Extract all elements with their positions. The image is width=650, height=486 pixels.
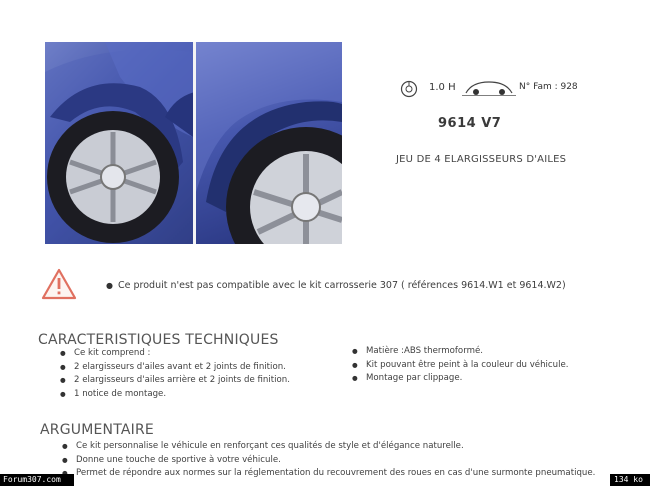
list-item: ● 2 elargisseurs d'ailes arrière et 2 joints de finition. [60,374,290,388]
forum-watermark: Forum307.com [0,474,74,486]
warning-triangle-icon [41,268,77,300]
list-item: ● Donne une touche de sportive à votre véhicule. [62,454,595,468]
list-item: ● Matière :ABS thermoformé. [352,345,569,359]
front-wheel-arch-photo [45,42,193,244]
family-number: N° Fam : 928 [519,82,578,92]
product-reference: 9614 V7 [438,116,502,131]
list-item: ● Permet de répondre aux normes sur la réglementation du recouvrement des roues en cas d'une surmonte pneumatique. [62,467,595,481]
list-item: ● Montage par clippage. [352,372,569,386]
list-item: ● 1 notice de montage. [60,388,290,402]
argumentaire-heading: ARGUMENTAIRE [40,422,154,438]
argumentaire-list [62,440,595,481]
front-wheel-illustration [45,42,193,244]
compatibility-warning: Ce produit n'est pas compatible avec le kit carrosserie 307 ( références 9614.W1 et 9614.W2) [118,280,566,291]
rear-wheel-arch-photo [196,42,342,244]
clock-icon [400,80,418,98]
warning-bullet: ● [106,281,113,290]
list-item: ● Ce kit personnalise le véhicule en renforçant ces qualités de style et d'élégance naturelle. [62,440,595,454]
list-item: ● Ce kit comprend : [60,347,290,361]
file-size-label: 134 ko [610,474,650,486]
list-item: ● Kit pouvant être peint à la couleur du véhicule. [352,359,569,373]
rear-wheel-illustration [196,42,342,244]
technical-list-right [352,345,569,386]
technical-characteristics-heading: CARACTERISTIQUES TECHNIQUES [38,332,279,348]
product-title: JEU DE 4 ELARGISSEURS D'AILES [396,154,567,165]
labour-time: 1.0 H [429,82,456,93]
technical-list-left [60,347,290,401]
list-item: ● 2 elargisseurs d'ailes avant et 2 joints de finition. [60,361,290,375]
vehicle-lift-icon [462,79,516,97]
